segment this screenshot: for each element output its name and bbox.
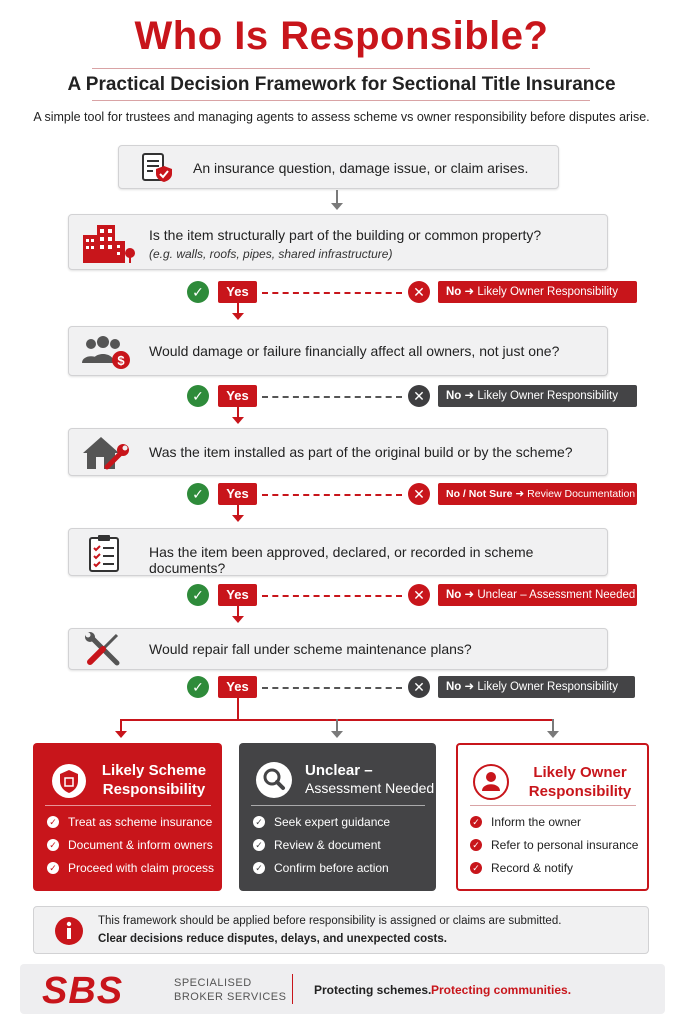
info-icon	[54, 916, 84, 951]
shield-icon	[51, 763, 87, 804]
magnifier-icon	[255, 761, 293, 804]
document-shield-icon	[141, 152, 175, 189]
tools-icon	[83, 631, 123, 674]
check-icon: ✓	[187, 281, 209, 303]
sbs-logo: SBS	[42, 970, 124, 1012]
x-icon: ✕	[408, 483, 430, 505]
yes-arrow-4	[232, 616, 244, 623]
yes-label-2: Yes	[218, 385, 257, 407]
x-icon: ✕	[408, 385, 430, 407]
intro-text: A simple tool for trustees and managing agents to assess scheme vs owner responsibility before disputes arise.	[33, 110, 650, 124]
no-path-5	[262, 687, 402, 689]
check-icon: ✓	[253, 839, 265, 851]
check-icon: ✓	[47, 816, 59, 828]
x-icon: ✕	[408, 584, 430, 606]
question-text-5: Would repair fall under scheme maintenance plans?	[149, 641, 472, 657]
title-divider	[92, 68, 590, 69]
check-icon: ✓	[470, 839, 482, 851]
check-icon: ✓	[187, 483, 209, 505]
page-title: Who Is Responsible?	[134, 14, 549, 58]
people-money-icon	[79, 335, 131, 376]
yes-arrow-3	[232, 515, 244, 522]
start-text: An insurance question, damage issue, or claim arises.	[193, 160, 529, 176]
question-text-3: Was the item installed as part of the original build or by the scheme?	[149, 444, 573, 460]
no-path-2	[262, 396, 402, 398]
list-item: ✓ Record & notify	[470, 861, 638, 875]
outcome-unclear	[239, 743, 436, 891]
outcome-scheme	[33, 743, 222, 891]
start-box	[118, 145, 559, 189]
question-text-1: Is the item structurally part of the building or common property?	[149, 227, 542, 243]
yes-label-4: Yes	[218, 584, 257, 606]
svg-text:$: $	[117, 353, 125, 368]
question-text-2: Would damage or failure financially affect all owners, not just one?	[149, 343, 560, 359]
check-icon: ✓	[470, 862, 482, 874]
list-item: ✓ Confirm before action	[253, 861, 390, 875]
tagline-communities: Protecting communities.	[431, 983, 572, 997]
outcome-list-owner	[470, 815, 638, 884]
outcome-title-scheme: Likely Scheme Responsibility	[101, 762, 207, 798]
no-result-4: No ➜ Unclear – Assessment Needed	[438, 584, 637, 606]
list-item: ✓ Proceed with claim process	[47, 861, 214, 875]
no-result-3: No / Not Sure ➜ Review Documentation	[438, 483, 637, 505]
note-line-2: Clear decisions reduce disputes, delays, and unexpected costs.	[98, 933, 447, 945]
note-line-1: This framework should be applied before responsibility is assigned or claims are submitted.	[98, 915, 562, 927]
person-icon	[472, 763, 510, 806]
note-box	[33, 906, 649, 954]
no-result-2: No ➜ Likely Owner Responsibility	[438, 385, 637, 407]
question-sub-1: (e.g. walls, roofs, pipes, shared infrastructure)	[149, 247, 393, 261]
check-icon: ✓	[47, 862, 59, 874]
outcome-list-scheme	[47, 815, 214, 884]
no-result-1: No ➜ Likely Owner Responsibility	[438, 281, 637, 303]
tagline-schemes: Protecting schemes.	[314, 983, 432, 997]
check-icon: ✓	[187, 584, 209, 606]
footer-bar	[20, 964, 665, 1014]
check-icon: ✓	[187, 676, 209, 698]
no-path-4	[262, 595, 402, 597]
subtitle-divider	[92, 100, 590, 101]
start-arrow	[331, 203, 343, 210]
no-path-3	[262, 494, 402, 496]
company-name-line-1: SPECIALISED	[174, 977, 252, 989]
yes-arrow-1	[232, 313, 244, 320]
list-item: ✓ Inform the owner	[470, 815, 638, 829]
list-item: ✓ Treat as scheme insurance	[47, 815, 214, 829]
footer-divider	[292, 974, 293, 1004]
page-subtitle: A Practical Decision Framework for Sectional Title Insurance	[67, 74, 616, 95]
question-box-2	[68, 326, 608, 376]
list-item: ✓ Document & inform owners	[47, 838, 214, 852]
question-text-4: Has the item been approved, declared, or recorded in scheme documents?	[149, 544, 534, 576]
check-icon: ✓	[253, 816, 265, 828]
x-icon: ✕	[408, 676, 430, 698]
yes-label-5: Yes	[218, 676, 257, 698]
outcome-owner	[456, 743, 649, 891]
company-name-line-2: BROKER SERVICES	[174, 991, 287, 1003]
list-item: ✓ Review & document	[253, 838, 390, 852]
house-wrench-icon	[81, 433, 129, 478]
yes-label-3: Yes	[218, 483, 257, 505]
question-box-4	[68, 528, 608, 576]
yes-label-1: Yes	[218, 281, 257, 303]
outcome-title-owner: Likely Owner Responsibility	[528, 764, 632, 800]
no-result-5: No ➜ Likely Owner Responsibility	[438, 676, 635, 698]
building-icon	[79, 221, 135, 270]
list-item: ✓ Seek expert guidance	[253, 815, 390, 829]
question-box-3	[68, 428, 608, 476]
checklist-icon	[87, 533, 121, 578]
check-icon: ✓	[187, 385, 209, 407]
list-item: ✓ Refer to personal insurance	[470, 838, 638, 852]
check-icon: ✓	[470, 816, 482, 828]
outcome-list-unclear	[253, 815, 390, 884]
outcome-title-unclear: Unclear –	[305, 762, 373, 779]
x-icon: ✕	[408, 281, 430, 303]
question-box-1	[68, 214, 608, 270]
question-box-5	[68, 628, 608, 670]
no-path-1	[262, 292, 402, 294]
yes-arrow-2	[232, 417, 244, 424]
check-icon: ✓	[253, 862, 265, 874]
outcome-subtitle-unclear: Assessment Needed	[305, 780, 435, 796]
check-icon: ✓	[47, 839, 59, 851]
